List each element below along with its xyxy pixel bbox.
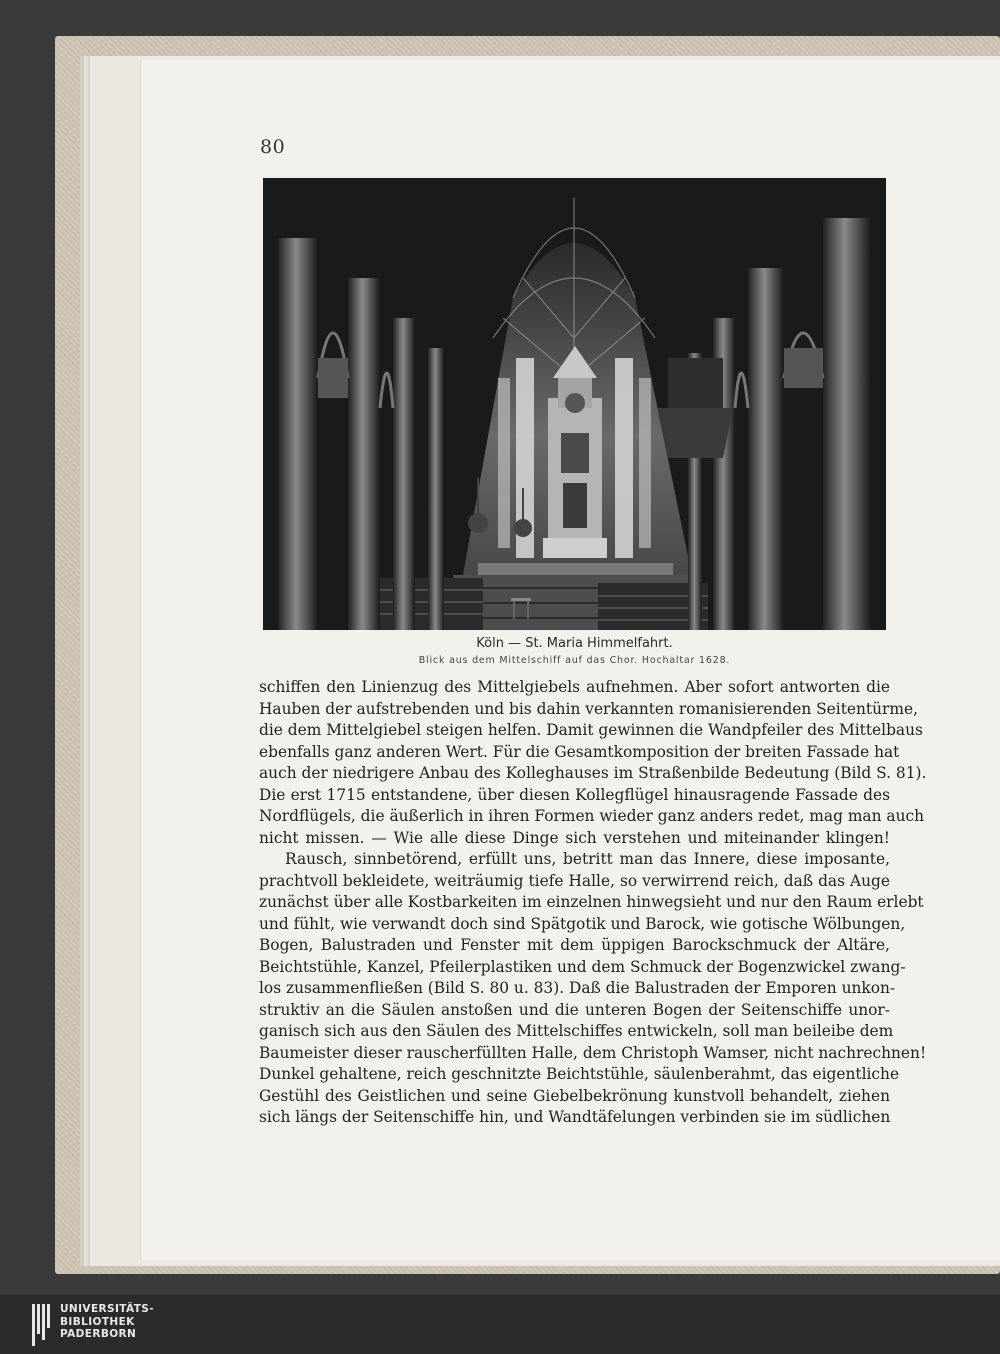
text-line: prachtvoll bekleidete, weiträumig tiefe Halle, so verwirrend reich, daß das Auge xyxy=(259,871,890,890)
library-logo-text xyxy=(60,1303,154,1341)
text-line: Nordflügels, die äußerlich in ihren Formen wieder ganz anders redet, mag man auch xyxy=(259,807,925,825)
logo-line-1: UNIVERSITÄTS- xyxy=(60,1303,155,1315)
text-line: auch der niedrigere Anbau des Kolleghauses im Straßenbilde Bedeutung (Bild S. 81). xyxy=(259,764,927,782)
text-line: Beichtstühle, Kanzel, Pfeilerplastiken und dem Schmuck der Bogenzwickel zwang- xyxy=(259,957,906,976)
text-line: Die erst 1715 entstandene, über diesen Kollegflügel hinausragende Fassade des xyxy=(259,785,890,804)
text-line: nicht missen. — Wie alle diese Dinge sich verstehen und miteinander klingen! xyxy=(259,828,890,847)
text-line: und fühlt, wie verwandt doch sind Spätgotik und Barock, wie gotische Wölbungen, xyxy=(259,914,906,933)
logo-line-3: PADERBORN xyxy=(60,1328,137,1340)
text-line: die dem Mittelgiebel steigen helfen. Damit gewinnen die Wandpfeiler des Mittelbaus xyxy=(259,721,923,739)
church-interior-photo xyxy=(263,178,886,630)
logo-line-2: BIBLIOTHEK xyxy=(60,1315,135,1328)
library-footer xyxy=(0,1295,1000,1354)
page-number: 80 xyxy=(260,136,286,158)
text-line: Gestühl des Geistlichen und seine Giebelbekrönung kunstvoll behandelt, ziehen xyxy=(259,1086,890,1105)
university-library-logo-icon xyxy=(32,1304,52,1346)
text-line: zunächst über alle Kostbarkeiten im einzelnen hinwegsieht und nur den Raum erlebt xyxy=(259,893,924,911)
body-text xyxy=(259,677,927,1129)
text-line: ebenfalls ganz anderen Wert. Für die Gesamtkomposition der breiten Fassade hat xyxy=(259,742,900,761)
text-line: Hauben der aufstrebenden und bis dahin verkannten romanisierenden Seitentürme, xyxy=(259,699,918,718)
text-line: Bogen, Balustraden und Fenster mit dem üppigen Barockschmuck der Altäre, xyxy=(259,936,890,954)
figure-caption-title: Köln — St. Maria Himmelfahrt. xyxy=(476,636,673,651)
church-interior-photo-icon xyxy=(263,178,886,630)
text-line: schiffen den Linienzug des Mittelgiebels aufnehmen. Aber sofort antworten die xyxy=(259,678,890,696)
text-line: los zusammenfließen (Bild S. 80 u. 83). Daß die Balustraden der Emporen unkon- xyxy=(259,979,896,997)
text-line: Baumeister dieser rauscherfüllten Halle, dem Christoph Wamser, nicht nachrechnen! xyxy=(259,1043,927,1062)
text-line: struktiv an die Säulen anstoßen und die unteren Bogen der Seitenschiffe unor- xyxy=(259,1000,890,1019)
text-line: ganisch sich aus den Säulen des Mittelschiffes entwickeln, soll man beileibe dem xyxy=(259,1022,894,1040)
figure-caption-subtitle: Blick aus dem Mittelschiff auf das Chor. Hochaltar 1628. xyxy=(418,655,731,666)
text-line: Dunkel gehaltene, reich geschnitzte Beichtstühle, säulenberahmt, das eigentliche xyxy=(259,1065,900,1083)
text-line: sich längs der Seitenschiffe hin, und Wandtäfelungen verbinden sie im südlichen xyxy=(259,1108,891,1126)
text-line: Rausch, sinnbetörend, erfüllt uns, betritt man das Innere, diese imposante, xyxy=(285,850,890,868)
